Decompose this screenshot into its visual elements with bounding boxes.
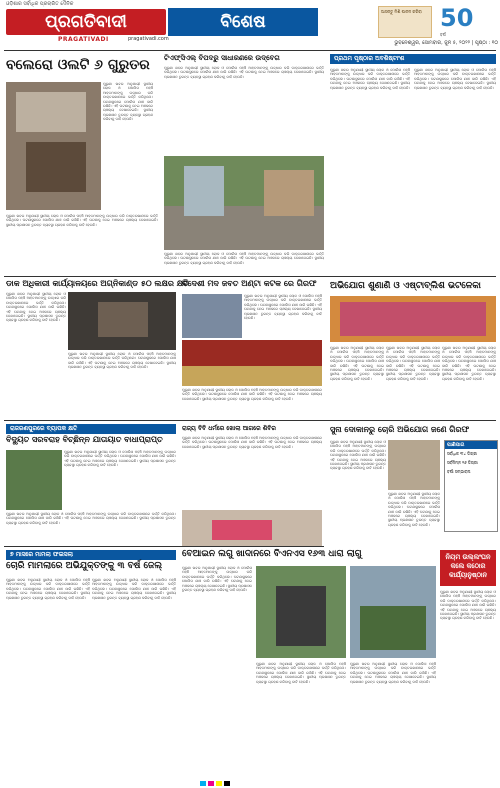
story-headline-9[interactable]: ରାଜ୍ୟ ବିବି ଧର୍ମରେ ଖୋଲା ଆଗରେ ଶିବିର bbox=[182, 425, 276, 432]
weather-row-2: ସର୍ବନିମ୍ନ ୨୬ ଡିଗ୍ରୀ bbox=[447, 460, 478, 465]
story-headline-5[interactable]: ବିଦେଶୀ ମଦ ଜବତ ଅଣ୍ଟା କଟକ ରେ ଗିରଫ bbox=[182, 279, 317, 288]
anniversary-badge bbox=[440, 4, 494, 38]
story-headline-10[interactable]: ସୁନା ଦୋକାନରୁ ଚୋରି ଅଭିଯୋଗ ଜଣେ ଗିରଫ bbox=[330, 425, 470, 434]
story-body-14: ପୁରୁଣା ଖବର ଅନୁଯାୟୀ ସ୍ଥାନୀୟ ଲୋକ ଓ ପୋଲିସ ପହଞ୍ଚି ଆହତମାନଙ୍କୁ ଉଦ୍ଧାର କରି ଡାକ୍ତରଖାନାରେ ଭର୍ତ୍ତି କରିଥିଲେ। ଘଟଣାସ୍ଥଳରେ ପୋଲିସ ଯାଞ୍ଚ ଜାରି ରଖିଛି। ଏହି ଘଟଣାକୁ ନେଇ ଅଞ୍ଚଳରେ ଚାଞ୍ଚଲ୍ୟ ଦେଖାଦେଇଛି। ସ୍ଥାନୀୟ ପ୍ରଶାସନ ତୁରନ୍ତ ବ୍ୟବସ୍ଥା ଗ୍ରହଣ କରିବାକୁ ଦାବି ହେଉଛି। bbox=[440, 590, 496, 621]
section-rule-3 bbox=[4, 546, 324, 547]
weather-box bbox=[444, 440, 498, 532]
story-headline-8[interactable]: ବିଦ୍ୟୁତ ସରବରାହ ବିଚ୍ଛିନ୍ନ ଯାତାୟାତ ବାଧାପ୍ରାପ୍ତ bbox=[6, 435, 163, 444]
story-body-2b: ପୁରୁଣା ଖବର ଅନୁଯାୟୀ ସ୍ଥାନୀୟ ଲୋକ ଓ ପୋଲିସ ପହଞ୍ଚି ଆହତମାନଙ୍କୁ ଉଦ୍ଧାର କରି ଡାକ୍ତରଖାନାରେ ଭର୍ତ୍ତି କରିଥିଲେ। ଘଟଣାସ୍ଥଳରେ ପୋଲିସ ଯାଞ୍ଚ ଜାରି ରଖିଛି। ଏହି ଘଟଣାକୁ ନେଇ ଅଞ୍ଚଳରେ ଚାଞ୍ଚଲ୍ୟ ଦେଖାଦେଇଛି। ସ୍ଥାନୀୟ ପ୍ରଶାସନ ତୁରନ୍ତ ବ୍ୟବସ୍ଥା ଗ୍ରହଣ କରିବାକୁ ଦାବି ହେଉଛି। bbox=[164, 252, 324, 265]
story-body-2: ପୁରୁଣା ଖବର ଅନୁଯାୟୀ ସ୍ଥାନୀୟ ଲୋକ ଓ ପୋଲିସ ପହଞ୍ଚି ଆହତମାନଙ୍କୁ ଉଦ୍ଧାର କରି ଡାକ୍ତରଖାନାରେ ଭର୍ତ୍ତି କରିଥିଲେ। ଘଟଣାସ୍ଥଳରେ ପୋଲିସ ଯାଞ୍ଚ ଜାରି ରଖିଛି। ଏହି ଘଟଣାକୁ ନେଇ ଅଞ୍ଚଳରେ ଚାଞ୍ଚଲ୍ୟ ଦେଖାଦେଇଛି। ସ୍ଥାନୀୟ ପ୍ରଶାସନ ତୁରନ୍ତ ବ୍ୟବସ୍ଥା ଗ୍ରହଣ କରିବାକୁ ଦାବି ହେଉଛି। bbox=[164, 66, 324, 79]
story-body-8b: ପୁରୁଣା ଖବର ଅନୁଯାୟୀ ସ୍ଥାନୀୟ ଲୋକ ଓ ପୋଲିସ ପହଞ୍ଚି ଆହତମାନଙ୍କୁ ଉଦ୍ଧାର କରି ଡାକ୍ତରଖାନାରେ ଭର୍ତ୍ତି କରିଥିଲେ। ଘଟଣାସ୍ଥଳରେ ପୋଲିସ ଯାଞ୍ଚ ଜାରି ରଖିଛି। ଏହି ଘଟଣାକୁ ନେଇ ଅଞ୍ଚଳରେ ଚାଞ୍ଚଲ୍ୟ ଦେଖାଦେଇଛି। ସ୍ଥାନୀୟ ପ୍ରଶାସନ ତୁରନ୍ତ ବ୍ୟବସ୍ଥା ଗ୍ରହଣ କରିବାକୁ ଦାବି ହେଉଛି। bbox=[6, 512, 176, 525]
kicker-bar: ରାଜରଣପୁରରେ ବ୍ୟାପକ କ୍ଷତି bbox=[6, 424, 176, 434]
arrest-photo bbox=[388, 440, 440, 490]
newspaper-logo[interactable]: ପ୍ରଗତିବାଦୀ bbox=[6, 9, 166, 35]
story-body-13a: ପୁରୁଣା ଖବର ଅନୁଯାୟୀ ସ୍ଥାନୀୟ ଲୋକ ଓ ପୋଲିସ ପହଞ୍ଚି ଆହତମାନଙ୍କୁ ଉଦ୍ଧାର କରି ଡାକ୍ତରଖାନାରେ ଭର୍ତ୍ତି କରିଥିଲେ। ଘଟଣାସ୍ଥଳରେ ପୋଲିସ ଯାଞ୍ଚ ଜାରି ରଖିଛି। ଏହି ଘଟଣାକୁ ନେଇ ଅଞ୍ଚଳରେ ଚାଞ୍ଚଲ୍ୟ ଦେଖାଦେଇଛି। ସ୍ଥାନୀୟ ପ୍ରଶାସନ ତୁରନ୍ତ ବ୍ୟବସ୍ଥା ଗ୍ରହଣ କରିବାକୁ ଦାବି ହେଉଛି। bbox=[182, 566, 252, 593]
quarry-photo bbox=[256, 566, 346, 658]
story-body-10b: ପୁରୁଣା ଖବର ଅନୁଯାୟୀ ସ୍ଥାନୀୟ ଲୋକ ଓ ପୋଲିସ ପହଞ୍ଚି ଆହତମାନଙ୍କୁ ଉଦ୍ଧାର କରି ଡାକ୍ତରଖାନାରେ ଭର୍ତ୍ତି କରିଥିଲେ। ଘଟଣାସ୍ଥଳରେ ପୋଲିସ ଯାଞ୍ଚ ଜାରି ରଖିଛି। ଏହି ଘଟଣାକୁ ନେଇ ଅଞ୍ଚଳରେ ଚାଞ୍ଚଲ୍ୟ ଦେଖାଦେଇଛି। ସ୍ଥାନୀୟ ପ୍ରଶାସନ ତୁରନ୍ତ ବ୍ୟବସ୍ଥା ଗ୍ରହଣ କରିବାକୁ ଦାବି ହେଉଛି। bbox=[388, 492, 440, 527]
story-headline-13[interactable]: ବେଆଇନ ଲଗୁ ଖାଦାନରେ ବିଏନଏସ ୧୬୩ ଧାରା ଲାଗୁ bbox=[182, 549, 362, 559]
fire-photo bbox=[68, 292, 176, 350]
officials-photo bbox=[350, 566, 436, 658]
continued-body-col1: ପୁରୁଣା ଖବର ଅନୁଯାୟୀ ସ୍ଥାନୀୟ ଲୋକ ଓ ପୋଲିସ ପହଞ୍ଚି ଆହତମାନଙ୍କୁ ଉଦ୍ଧାର କରି ଡାକ୍ତରଖାନାରେ ଭର୍ତ୍ତି କରିଥିଲେ। ଘଟଣାସ୍ଥଳରେ ପୋଲିସ ଯାଞ୍ଚ ଜାରି ରଖିଛି। ଏହି ଘଟଣାକୁ ନେଇ ଅଞ୍ଚଳରେ ଚାଞ୍ଚଲ୍ୟ ଦେଖାଦେଇଛି। ସ୍ଥାନୀୟ ପ୍ରଶାସନ ତୁରନ୍ତ ବ୍ୟବସ୍ଥା ଗ୍ରହଣ କରିବାକୁ ଦାବି ହେଉଛି। bbox=[330, 68, 410, 90]
story-headline-2[interactable]: ଟିଏଫ୍ସିଏଲ୍ ବିପଦରୁ ସାଧାରଣରେ ଉଦ୍ବେଗ bbox=[164, 54, 280, 62]
ad-text: ଆସନ୍ତୁ ମିଶି ପାଳନ କରିବା bbox=[381, 9, 423, 14]
continued-body-col2: ପୁରୁଣା ଖବର ଅନୁଯାୟୀ ସ୍ଥାନୀୟ ଲୋକ ଓ ପୋଲିସ ପହଞ୍ଚି ଆହତମାନଙ୍କୁ ଉଦ୍ଧାର କରି ଡାକ୍ତରଖାନାରେ ଭର୍ତ୍ତି କରିଥିଲେ। ଘଟଣାସ୍ଥଳରେ ପୋଲିସ ଯାଞ୍ଚ ଜାରି ରଖିଛି। ଏହି ଘଟଣାକୁ ନେଇ ଅଞ୍ଚଳରେ ଚାଞ୍ଚଲ୍ୟ ଦେଖାଦେଇଛି। ସ୍ଥାନୀୟ ପ୍ରଶାସନ ତୁରନ୍ତ ବ୍ୟବସ୍ଥା ଗ୍ରହଣ କରିବାକୁ ଦାବି ହେଉଛି। bbox=[414, 68, 496, 90]
weather-row-1: ସର୍ବାଧିକ ୩୪ ଡିଗ୍ରୀ bbox=[447, 451, 478, 456]
masthead bbox=[0, 0, 500, 50]
story-body-8: ପୁରୁଣା ଖବର ଅନୁଯାୟୀ ସ୍ଥାନୀୟ ଲୋକ ଓ ପୋଲିସ ପହଞ୍ଚି ଆହତମାନଙ୍କୁ ଉଦ୍ଧାର କରି ଡାକ୍ତରଖାନାରେ ଭର୍ତ୍ତି କରିଥିଲେ। ଘଟଣାସ୍ଥଳରେ ପୋଲିସ ଯାଞ୍ଚ ଜାରି ରଖିଛି। ଏହି ଘଟଣାକୁ ନେଇ ଅଞ୍ଚଳରେ ଚାଞ୍ଚଲ୍ୟ ଦେଖାଦେଇଛି। ସ୍ଥାନୀୟ ପ୍ରଶାସନ ତୁରନ୍ତ ବ୍ୟବସ୍ଥା ଗ୍ରହଣ କରିବାକୁ ଦାବି ହେଉଛି। bbox=[64, 450, 176, 468]
accident-photo bbox=[6, 82, 101, 210]
website-url[interactable]: pragativadi.com bbox=[128, 36, 169, 42]
story-headline-1[interactable]: ବଲେରୋ ଓଲଟି ୬ ଗୁରୁତର bbox=[6, 57, 150, 73]
masthead-rule bbox=[4, 50, 496, 51]
story-body-9: ପୁରୁଣା ଖବର ଅନୁଯାୟୀ ସ୍ଥାନୀୟ ଲୋକ ଓ ପୋଲିସ ପହଞ୍ଚି ଆହତମାନଙ୍କୁ ଉଦ୍ଧାର କରି ଡାକ୍ତରଖାନାରେ ଭର୍ତ୍ତି କରିଥିଲେ। ଘଟଣାସ୍ଥଳରେ ପୋଲିସ ଯାଞ୍ଚ ଜାରି ରଖିଛି। ଏହି ଘଟଣାକୁ ନେଇ ଅଞ୍ଚଳରେ ଚାଞ୍ଚଲ୍ୟ ଦେଖାଦେଇଛି। ସ୍ଥାନୀୟ ପ୍ରଶାସନ ତୁରନ୍ତ ବ୍ୟବସ୍ଥା ଗ୍ରହଣ କରିବାକୁ ଦାବି ହେଉଛି। bbox=[182, 436, 322, 449]
section-rule-1 bbox=[4, 276, 496, 277]
story-body-13c: ପୁରୁଣା ଖବର ଅନୁଯାୟୀ ସ୍ଥାନୀୟ ଲୋକ ଓ ପୋଲିସ ପହଞ୍ଚି ଆହତମାନଙ୍କୁ ଉଦ୍ଧାର କରି ଡାକ୍ତରଖାନାରେ ଭର୍ତ୍ତି କରିଥିଲେ। ଘଟଣାସ୍ଥଳରେ ପୋଲିସ ଯାଞ୍ଚ ଜାରି ରଖିଛି। ଏହି ଘଟଣାକୁ ନେଇ ଅଞ୍ଚଳରେ ଚାଞ୍ଚଲ୍ୟ ଦେଖାଦେଇଛି। ସ୍ଥାନୀୟ ପ୍ରଶାସନ ତୁରନ୍ତ ବ୍ୟବସ୍ଥା ଗ୍ରହଣ କରିବାକୁ ଦାବି ହେଉଛି। bbox=[350, 662, 436, 684]
continued-section-header: ପ୍ରଥମ ପୃଷ୍ଠାର ଅବଶିଷ୍ଟାଂଶ bbox=[330, 54, 496, 64]
story-body-4: ପୁରୁଣା ଖବର ଅନୁଯାୟୀ ସ୍ଥାନୀୟ ଲୋକ ଓ ପୋଲିସ ପହଞ୍ଚି ଆହତମାନଙ୍କୁ ଉଦ୍ଧାର କରି ଡାକ୍ତରଖାନାରେ ଭର୍ତ୍ତି କରିଥିଲେ। ଘଟଣାସ୍ଥଳରେ ପୋଲିସ ଯାଞ୍ଚ ଜାରି ରଖିଛି। ଏହି ଘଟଣାକୁ ନେଇ ଅଞ୍ଚଳରେ ଚାଞ୍ଚଲ୍ୟ ଦେଖାଦେଇଛି। ସ୍ଥାନୀୟ ପ୍ରଶାସନ ତୁରନ୍ତ ବ୍ୟବସ୍ଥା ଗ୍ରହଣ କରିବାକୁ ଦାବି ହେଉଛି। bbox=[6, 292, 66, 323]
story-headline-14[interactable]: ନିୟମ ଉଲ୍ଲଂଘନ କଲେ କଠୋର କାର୍ଯ୍ୟାନୁଷ୍ଠାନ bbox=[440, 550, 496, 586]
story-body-4b: ପୁରୁଣା ଖବର ଅନୁଯାୟୀ ସ୍ଥାନୀୟ ଲୋକ ଓ ପୋଲିସ ପହଞ୍ଚି ଆହତମାନଙ୍କୁ ଉଦ୍ଧାର କରି ଡାକ୍ତରଖାନାରେ ଭର୍ତ୍ତି କରିଥିଲେ। ଘଟଣାସ୍ଥଳରେ ପୋଲିସ ଯାଞ୍ଚ ଜାରି ରଖିଛି। ଏହି ଘଟଣାକୁ ନେଇ ଅଞ୍ଚଳରେ ଚାଞ୍ଚଲ୍ୟ ଦେଖାଦେଇଛି। ସ୍ଥାନୀୟ ପ୍ରଶାସନ ତୁରନ୍ତ ବ୍ୟବସ୍ଥା ଗ୍ରହଣ କରିବାକୁ ଦାବି ହେଉଛି। bbox=[68, 352, 176, 370]
story-body-6c: ପୁରୁଣା ଖବର ଅନୁଯାୟୀ ସ୍ଥାନୀୟ ଲୋକ ଓ ପୋଲିସ ପହଞ୍ଚି ଆହତମାନଙ୍କୁ ଉଦ୍ଧାର କରି ଡାକ୍ତରଖାନାରେ ଭର୍ତ୍ତି କରିଥିଲେ। ଘଟଣାସ୍ଥଳରେ ପୋଲିସ ଯାଞ୍ଚ ଜାରି ରଖିଛି। ଏହି ଘଟଣାକୁ ନେଇ ଅଞ୍ଚଳରେ ଚାଞ୍ଚଲ୍ୟ ଦେଖାଦେଇଛି। ସ୍ଥାନୀୟ ପ୍ରଶାସନ ତୁରନ୍ତ ବ୍ୟବସ୍ଥା ଗ୍ରହଣ କରିବାକୁ ଦାବି ହେଉଛି। bbox=[442, 346, 496, 381]
story-body-13b: ପୁରୁଣା ଖବର ଅନୁଯାୟୀ ସ୍ଥାନୀୟ ଲୋକ ଓ ପୋଲିସ ପହଞ୍ଚି ଆହତମାନଙ୍କୁ ଉଦ୍ଧାର କରି ଡାକ୍ତରଖାନାରେ ଭର୍ତ୍ତି କରିଥିଲେ। ଘଟଣାସ୍ଥଳରେ ପୋଲିସ ଯାଞ୍ଚ ଜାରି ରଖିଛି। ଏହି ଘଟଣାକୁ ନେଇ ଅଞ୍ଚଳରେ ଚାଞ୍ଚଲ୍ୟ ଦେଖାଦେଇଛି। ସ୍ଥାନୀୟ ପ୍ରଶାସନ ତୁରନ୍ତ ବ୍ୟବସ୍ଥା ଗ୍ରହଣ କରିବାକୁ ଦାବି ହେଉଛି। bbox=[256, 662, 346, 684]
weather-row-3: ବର୍ଷା ସମ୍ଭାବନା bbox=[447, 469, 471, 474]
hearing-photo bbox=[330, 296, 496, 342]
camp-photo bbox=[182, 510, 322, 546]
story-body-12a: ପୁରୁଣା ଖବର ଅନୁଯାୟୀ ସ୍ଥାନୀୟ ଲୋକ ଓ ପୋଲିସ ପହଞ୍ଚି ଆହତମାନଙ୍କୁ ଉଦ୍ଧାର କରି ଡାକ୍ତରଖାନାରେ ଭର୍ତ୍ତି କରିଥିଲେ। ଘଟଣାସ୍ଥଳରେ ପୋଲିସ ଯାଞ୍ଚ ଜାରି ରଖିଛି। ଏହି ଘଟଣାକୁ ନେଇ ଅଞ୍ଚଳରେ ଚାଞ୍ଚଲ୍ୟ ଦେଖାଦେଇଛି। ସ୍ଥାନୀୟ ପ୍ରଶାସନ ତୁରନ୍ତ ବ୍ୟବସ୍ଥା ଗ୍ରହଣ କରିବାକୁ ଦାବି ହେଉଛି। bbox=[6, 578, 90, 600]
story-body-6b: ପୁରୁଣା ଖବର ଅନୁଯାୟୀ ସ୍ଥାନୀୟ ଲୋକ ଓ ପୋଲିସ ପହଞ୍ଚି ଆହତମାନଙ୍କୁ ଉଦ୍ଧାର କରି ଡାକ୍ତରଖାନାରେ ଭର୍ତ୍ତି କରିଥିଲେ। ଘଟଣାସ୍ଥଳରେ ପୋଲିସ ଯାଞ୍ଚ ଜାରି ରଖିଛି। ଏହି ଘଟଣାକୁ ନେଇ ଅଞ୍ଚଳରେ ଚାଞ୍ଚଲ୍ୟ ଦେଖାଦେଇଛି। ସ୍ଥାନୀୟ ପ୍ରଶାସନ ତୁରନ୍ତ ବ୍ୟବସ୍ଥା ଗ୍ରହଣ କରିବାକୁ ଦାବି ହେଉଛି। bbox=[386, 346, 440, 381]
logo-subtitle: PRAGATIVADI bbox=[58, 36, 109, 43]
weather-title: ପାଣିପାଗ bbox=[445, 441, 497, 449]
story-body-6a: ପୁରୁଣା ଖବର ଅନୁଯାୟୀ ସ୍ଥାନୀୟ ଲୋକ ଓ ପୋଲିସ ପହଞ୍ଚି ଆହତମାନଙ୍କୁ ଉଦ୍ଧାର କରି ଡାକ୍ତରଖାନାରେ ଭର୍ତ୍ତି କରିଥିଲେ। ଘଟଣାସ୍ଥଳରେ ପୋଲିସ ଯାଞ୍ଚ ଜାରି ରଖିଛି। ଏହି ଘଟଣାକୁ ନେଇ ଅଞ୍ଚଳରେ ଚାଞ୍ଚଲ୍ୟ ଦେଖାଦେଇଛି। ସ୍ଥାନୀୟ ପ୍ରଶାସନ ତୁରନ୍ତ ବ୍ୟବସ୍ଥା ଗ୍ରହଣ କରିବାକୁ ଦାବି ହେଉଛି। bbox=[330, 346, 384, 381]
story-body-10: ପୁରୁଣା ଖବର ଅନୁଯାୟୀ ସ୍ଥାନୀୟ ଲୋକ ଓ ପୋଲିସ ପହଞ୍ଚି ଆହତମାନଙ୍କୁ ଉଦ୍ଧାର କରି ଡାକ୍ତରଖାନାରେ ଭର୍ତ୍ତି କରିଥିଲେ। ଘଟଣାସ୍ଥଳରେ ପୋଲିସ ଯାଞ୍ଚ ଜାରି ରଖିଛି। ଏହି ଘଟଣାକୁ ନେଇ ଅଞ୍ଚଳରେ ଚାଞ୍ଚଲ୍ୟ ଦେଖାଦେଇଛି। ସ୍ଥାନୀୟ ପ୍ରଶାସନ ତୁରନ୍ତ ବ୍ୟବସ୍ଥା ଗ୍ରହଣ କରିବାକୁ ଦାବି ହେଉଛି। bbox=[330, 440, 386, 471]
story-headline-6[interactable]: ଅଭିଯୋଗ ଶୁଣାଣି ଓ ଏଷ୍ଟାବ୍ଲିଶ ଭଟଳେକା bbox=[330, 281, 481, 291]
anniversary-number: 50 bbox=[440, 4, 474, 32]
story-body-1b: ପୁରୁଣା ଖବର ଅନୁଯାୟୀ ସ୍ଥାନୀୟ ଲୋକ ଓ ପୋଲିସ ପହଞ୍ଚି ଆହତମାନଙ୍କୁ ଉଦ୍ଧାର କରି ଡାକ୍ତରଖାନାରେ ଭର୍ତ୍ତି କରିଥିଲେ। ଘଟଣାସ୍ଥଳରେ ପୋଲିସ ଯାଞ୍ଚ ଜାରି ରଖିଛି। ଏହି ଘଟଣାକୁ ନେଇ ଅଞ୍ଚଳରେ ଚାଞ୍ଚଲ୍ୟ ଦେଖାଦେଇଛି। ସ୍ଥାନୀୟ ପ୍ରଶାସନ ତୁରନ୍ତ ବ୍ୟବସ୍ଥା ଗ୍ରହଣ କରିବାକୁ ଦାବି ହେଉଛି। bbox=[6, 214, 158, 227]
anniversary-text: ବର୍ଷ bbox=[440, 32, 446, 37]
verdict-kicker: ୭ ମାସରେ ମାମଲା ଫଇସଲା bbox=[6, 550, 176, 560]
story-body-12b: ପୁରୁଣା ଖବର ଅନୁଯାୟୀ ସ୍ଥାନୀୟ ଲୋକ ଓ ପୋଲିସ ପହଞ୍ଚି ଆହତମାନଙ୍କୁ ଉଦ୍ଧାର କରି ଡାକ୍ତରଖାନାରେ ଭର୍ତ୍ତି କରିଥିଲେ। ଘଟଣାସ୍ଥଳରେ ପୋଲିସ ଯାଞ୍ଚ ଜାରି ରଖିଛି। ଏହି ଘଟଣାକୁ ନେଇ ଅଞ୍ଚଳରେ ଚାଞ୍ଚଲ୍ୟ ଦେଖାଦେଇଛି। ସ୍ଥାନୀୟ ପ୍ରଶାସନ ତୁରନ୍ତ ବ୍ୟବସ୍ଥା ଗ୍ରହଣ କରିବାକୁ ଦାବି ହେଉଛି। bbox=[92, 578, 176, 600]
story-body-1: ପୁରୁଣା ଖବର ଅନୁଯାୟୀ ସ୍ଥାନୀୟ ଲୋକ ଓ ପୋଲିସ ପହଞ୍ଚି ଆହତମାନଙ୍କୁ ଉଦ୍ଧାର କରି ଡାକ୍ତରଖାନାରେ ଭର୍ତ୍ତି କରିଥିଲେ। ଘଟଣାସ୍ଥଳରେ ପୋଲିସ ଯାଞ୍ଚ ଜାରି ରଖିଛି। ଏହି ଘଟଣାକୁ ନେଇ ଅଞ୍ଚଳରେ ଚାଞ୍ଚଲ୍ୟ ଦେଖାଦେଇଛି। ସ୍ଥାନୀୟ ପ୍ରଶାସନ ତୁରନ୍ତ ବ୍ୟବସ୍ଥା ଗ୍ରହଣ କରିବାକୁ ଦାବି ହେଉଛି। bbox=[103, 82, 153, 122]
story-body-5b: ପୁରୁଣା ଖବର ଅନୁଯାୟୀ ସ୍ଥାନୀୟ ଲୋକ ଓ ପୋଲିସ ପହଞ୍ଚି ଆହତମାନଙ୍କୁ ଉଦ୍ଧାର କରି ଡାକ୍ତରଖାନାରେ ଭର୍ତ୍ତି କରିଥିଲେ। ଘଟଣାସ୍ଥଳରେ ପୋଲିସ ଯାଞ୍ଚ ଜାରି ରଖିଛି। ଏହି ଘଟଣାକୁ ନେଇ ଅଞ୍ଚଳରେ ଚାଞ୍ଚଲ୍ୟ ଦେଖାଦେଇଛି। ସ୍ଥାନୀୟ ପ୍ରଶାସନ ତୁରନ୍ତ ବ୍ୟବସ୍ଥା ଗ୍ରହଣ କରିବାକୁ ଦାବି ହେଉଛି। bbox=[182, 388, 322, 401]
story-headline-12[interactable]: ଚୋରି ମାମଲାରେ ଅଭିଯୁକ୍ତଙ୍କୁ ୩ ବର୍ଷ ଜେଲ୍ bbox=[6, 561, 163, 571]
header-advertisement[interactable] bbox=[378, 6, 432, 38]
section-rule-2 bbox=[4, 420, 496, 421]
story-body-5: ପୁରୁଣା ଖବର ଅନୁଯାୟୀ ସ୍ଥାନୀୟ ଲୋକ ଓ ପୋଲିସ ପହଞ୍ଚି ଆହତମାନଙ୍କୁ ଉଦ୍ଧାର କରି ଡାକ୍ତରଖାନାରେ ଭର୍ତ୍ତି କରିଥିଲେ। ଘଟଣାସ୍ଥଳରେ ପୋଲିସ ଯାଞ୍ଚ ଜାରି ରଖିଛି। ଏହି ଘଟଣାକୁ ନେଇ ଅଞ୍ଚଳରେ ଚାଞ୍ଚଲ୍ୟ ଦେଖାଦେଇଛି। ସ୍ଥାନୀୟ ପ୍ରଶାସନ ତୁରନ୍ତ ବ୍ୟବସ୍ଥା ଗ୍ରହଣ କରିବାକୁ ଦାବି ହେଉଛି। bbox=[244, 294, 322, 321]
dateline: ଭୁବନେଶ୍ୱର, ସୋମବାର, ଜୁନ ୫, ୨୦୨୨ | ପୃଷ୍ଠା : ୧୦ bbox=[394, 40, 498, 46]
police-photo bbox=[182, 294, 242, 338]
color-registration-strip bbox=[0, 779, 500, 788]
story-headline-4[interactable]: ଡାକ ଅଧିକାରୀ କାର୍ଯ୍ୟାଳୟରେ ଅଗ୍ନିକାଣ୍ଡ ୫୦ ଲକ୍ଷର କ୍ଷତି bbox=[6, 279, 189, 288]
storm-photo bbox=[6, 450, 62, 510]
seized-liquor-photo bbox=[182, 340, 322, 386]
street-photo bbox=[164, 156, 324, 250]
section-title: ବିଶେଷ bbox=[168, 8, 318, 36]
masthead-tagline: ଓଡ଼ିଶାର ସର୍ବାଧିକ ପ୍ରଚାରିତ ଦୈନିକ bbox=[6, 1, 74, 7]
